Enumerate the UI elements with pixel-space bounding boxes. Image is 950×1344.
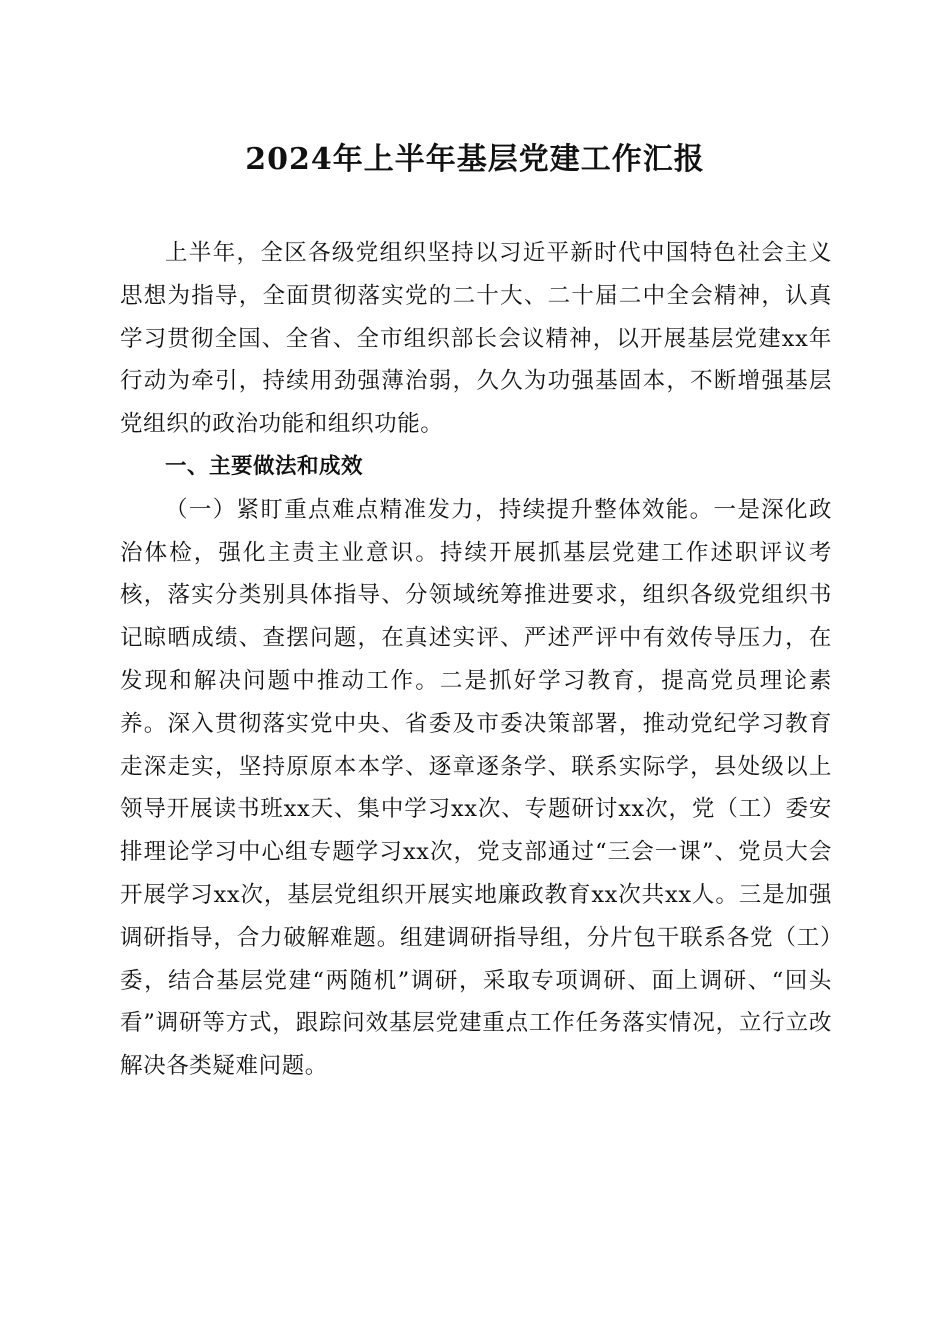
section1-paragraph <box>120 489 832 1088</box>
document-body <box>120 232 832 1088</box>
document-title: 2024年上半年基层党建工作汇报 <box>245 142 705 177</box>
subsection-heading: （一）紧盯重点难点精准发力，持续提升整体效能。 <box>165 496 714 523</box>
section-heading-main-practices: 一、主要做法和成效 <box>165 453 364 479</box>
subsection-body: 一是深化政治体检，强化主责主业意识。持续开展抓基层党建工作述职评议考核，落实分类别具体指导、分领域统筹推进要求，组织各级党组织书记晾晒成绩、查摆问题，在真述实评、严述严评中有效传导压力，在发现和解决问题中推动工作。二是抓好学习教育，提高党员理论素养。深入贯彻落实党中央、省委及市委决策部署，推动党纪学习教育走深走实，坚持原原本本学、逐章逐条学、联系实际学，县处级以上领导开展读书班xx天、集中学习xx次、专题研讨xx次，党（工）委安排理论学习中心组专题学习xx次，党支部通过“三会一课”、党员大会开展学习xx次，基层党组织开展实地廉政教育xx次共xx人。三是加强调研指导，合力破解难题。组建调研指导组，分片包干联系各党（工）委，结合基层党建“两随机”调研，采取专项调研、面上调研、“回头看”调研等方式，跟踪问效基层党建重点工作任务落实情况，立行立改解决各类疑难问题。 <box>120 496 832 1080</box>
intro-paragraph: 上半年，全区各级党组织坚持以习近平新时代中国特色社会主义思想为指导，全面贯彻落实党的二十大、二十届二中全会精神，认真学习贯彻全国、全省、全市组织部长会议精神，以开展基层党建xx年行动为牵引，持续用劲强薄治弱，久久为功强基固本，不断增强基层党组织的政治功能和组织功能。 <box>120 240 832 438</box>
